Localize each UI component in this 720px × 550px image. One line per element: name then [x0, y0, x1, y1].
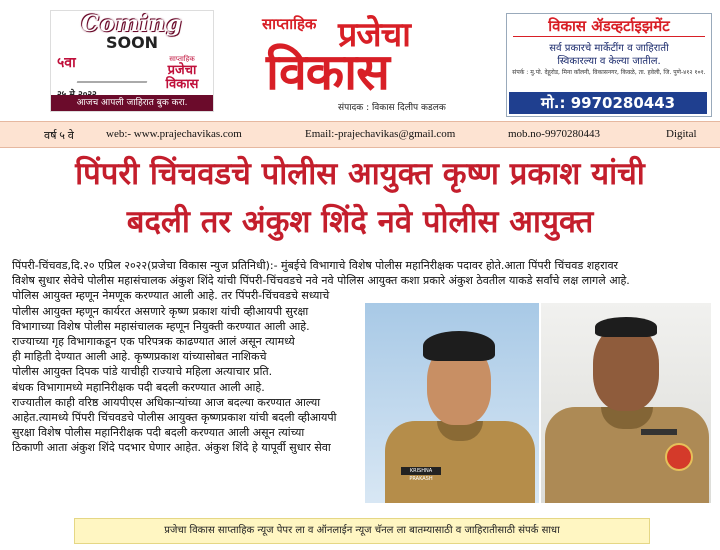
ad-mini-name: प्रजेचा विकास [165, 63, 199, 92]
ad-coming-text: Coming [81, 11, 183, 37]
info-bar [0, 121, 720, 148]
ad-address: संपर्क : मु.पो. देहूरोड, मिना कॉलनी, विकासनगर, किवळे, ता. हवेली, जि. पुणे-४१२ १०१. [512, 69, 706, 76]
article-line: पोलिस आयुक्त म्हणून नेमणूक करण्यात आली आहे. तर पिंपरी-चिंचवडचे सध्याचे [12, 289, 330, 303]
article-line: विभागाच्या विशेष पोलीस महासंचालक म्हणून नियुक्ती करण्यात आली आहे. [12, 319, 310, 333]
ad-tagline: आजच आपली जाहिरात बुक करा. [51, 95, 213, 111]
article-line: ही माहिती देण्यात आली आहे. कृष्णप्रकाश यांच्यासोबत नाशिकचे [12, 350, 267, 364]
face-shape [593, 325, 659, 411]
hair-shape [423, 331, 495, 361]
article-line: सुरक्षा विशेष पोलीस महानिरीक्षक पदी बदली करण्यात आली असून त्यांच्या [12, 426, 305, 440]
email-link[interactable]: Email:-prajechavikas@gmail.com [305, 128, 456, 140]
ad-phone: मो.: 9970280443 [509, 92, 707, 114]
ad-script-decoration [77, 51, 156, 83]
coming-soon-ad [50, 10, 214, 112]
name-plate [641, 429, 677, 435]
article-line: पोलीस आयुक्त दिपक पांडे याचीही राज्याचे महिला अत्याचार प्रति. [12, 365, 273, 379]
ad-divider [513, 36, 705, 37]
officers-photo [365, 303, 711, 503]
contact-footer: प्रजेचा विकास साप्ताहिक न्यूज पेपर ला व ऑनलाईन न्यूज चॅनल ला बातम्यासाठी व जाहिरातीसाठी संपर्क साधा [74, 518, 650, 544]
article-line: ठिकाणी आता अंकुश शिंदे पदभार घेणार आहेत. अंकुश शिंदे हे यापूर्वी सुधार सेवा [12, 441, 331, 455]
logo-name-line1: प्रजेचा [338, 15, 410, 55]
issue-year: वर्ष ५ वे [44, 130, 74, 142]
website-link[interactable]: web:- www.prajechavikas.com [106, 128, 242, 140]
officer-left-portrait [365, 303, 539, 503]
article-line: पोलीस आयुक्त म्हणून कार्यरत असणारे कृष्ण प्रकाश यांची व्हीआयपी सुरक्षा [12, 304, 309, 318]
article-line: राज्यातील काही वरिष्ठ आयपीएस अधिकाऱ्यांच्या आज बदल्या करण्यात आल्या [12, 395, 321, 409]
ad-mini-brand [155, 55, 209, 92]
ad-mini-weekly: साप्ताहिक [169, 55, 195, 63]
article-line: राज्याच्या गृह विभागाकडून एक परिपत्रक काढण्यात आलं असून त्यामध्ये [12, 335, 295, 349]
advertisement-box [506, 13, 712, 117]
editor-credit: संपादक : विकास दिलीप कडलक [338, 103, 446, 113]
article-line: बंधक विभागामध्ये महानिरीक्षक पदी बदली करण्यात आली आहे. [12, 380, 265, 394]
headline-line-1: पिंपरी चिंचवडचे पोलीस आयुक्त कृष्ण प्रकाश यांची [75, 156, 645, 192]
mobile-number: mob.no-9970280443 [508, 128, 600, 140]
ad-anniversary-number: ५वा [57, 55, 76, 71]
article-line: विशेष सुधार सेवेचे पोलीस महासंचालक अंकुश शिंदे यांची पिंपरी-चिंचवडचे नवे नवे पोलिस आयुक्त कशा प्रकारे अंकुश ठेवतील याकडे सर्वांचे लक्ष लागले आहे. [12, 274, 630, 288]
headline-line-2: बदली तर अंकुश शिंदे नवे पोलीस आयुक्त [126, 204, 594, 240]
ad-agency-title: विकास ॲडव्हर्टाइझमेंट [548, 17, 670, 35]
logo-weekly: साप्ताहिक [262, 15, 317, 33]
article-headline [0, 150, 720, 246]
police-emblem-icon [665, 443, 693, 471]
officer-right-portrait [541, 303, 711, 503]
logo-name-line2: विकास [266, 43, 389, 101]
newspaper-logo [262, 14, 462, 114]
hair-shape [595, 317, 657, 337]
article-line: आहेत.त्यामध्ये पिंपरी चिंचवडचे पोलीस आयुक्त कृष्णप्रकाश यांची बदली व्हीआयपी [12, 411, 337, 425]
edition-label: Digital [666, 128, 697, 140]
masthead-header [0, 0, 720, 118]
ad-soon-text: SOON [105, 33, 159, 52]
ad-line-2: स्विकारल्या व केल्या जातील. [557, 56, 661, 67]
name-badge: KRISHNA PRAKASH [401, 467, 441, 475]
article-line: पिंपरी-चिंचवड,दि.२० एप्रिल २०२२(प्रजेचा विकास न्युज प्रतिनिधी):- मुंबईचे विभागाचे विशेष पोलीस महानिरीक्षक पदावर होते.आता पिंपरी चिंचवड शहरावर [12, 259, 619, 272]
ad-line-1: सर्व प्रकारचे मार्केटींग व जाहिराती [549, 43, 669, 54]
